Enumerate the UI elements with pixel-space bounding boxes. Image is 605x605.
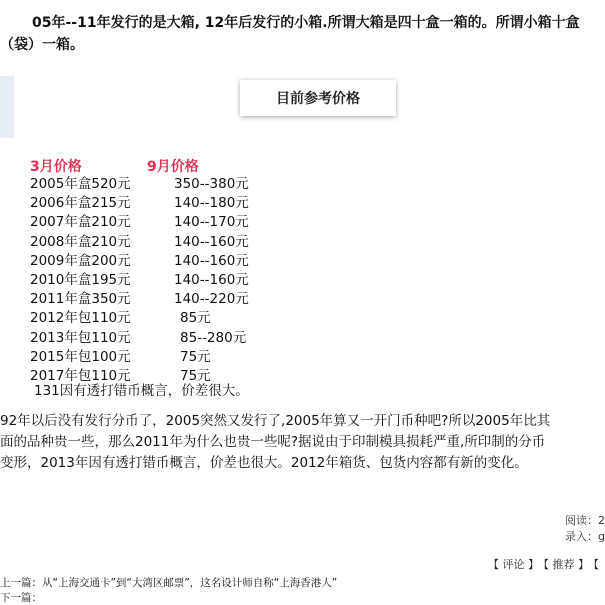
price-row	[0, 290, 600, 309]
price-row	[0, 194, 600, 213]
price-september: 350--380元	[174, 176, 249, 192]
more-action-button[interactable]: 【	[588, 558, 599, 571]
price-september: 140--160元	[174, 252, 249, 269]
price-september: 140--220元	[174, 291, 249, 308]
paragraph-line: 变形，2013年因有透打错币概言，价差也很大。2012年箱货、包货内容都有新的变化。	[0, 455, 528, 471]
price-march: 2005年盒520元	[30, 176, 131, 192]
read-count: 阅读：2	[565, 514, 605, 527]
price-september: 85--280元	[180, 329, 247, 346]
price-row	[0, 271, 600, 290]
price-march: 2009年盒200元	[30, 252, 131, 269]
price-september: 140--160元	[174, 271, 249, 288]
price-march: 2015年包100元	[30, 348, 131, 365]
comment-button[interactable]: 【 评论 】	[488, 558, 539, 571]
price-march: 2012年包110元	[30, 310, 131, 327]
price-row	[0, 348, 600, 367]
price-september: 140--180元	[174, 195, 249, 212]
price-row	[0, 252, 600, 271]
entry-author: 录入：g	[565, 530, 605, 543]
intro-line-1: 05年--11年发行的是大箱, 12年后发行的小箱.所谓大箱是四十盒一箱的。所谓小箱十盒	[32, 15, 580, 31]
price-september: 75元	[180, 367, 211, 384]
left-decor-band	[0, 76, 14, 138]
body-paragraph	[0, 411, 600, 474]
recommend-button[interactable]: 【 推荐 】	[538, 558, 589, 571]
price-list	[0, 175, 600, 386]
price-march: 2008年盒210元	[30, 233, 131, 250]
price-row	[0, 213, 600, 232]
price-row	[0, 329, 600, 348]
price-march: 2007年盒210元	[30, 214, 131, 231]
price-march: 2010年盒195元	[30, 271, 131, 288]
paragraph-line: 面的品种贵一些，那么2011年为什么也贵一些呢?据说由于印制模具损耗严重,所印制的分币	[0, 434, 546, 450]
price-row	[0, 233, 600, 252]
price-september: 85元	[180, 310, 211, 327]
price-row	[0, 309, 600, 328]
section-heading-text: 目前参考价格	[276, 91, 360, 107]
price-september: 140--170元	[174, 214, 249, 231]
next-article-link[interactable]: 下一篇：	[0, 592, 42, 604]
paragraph-line: 92年以后没有发行分币了，2005突然又发行了,2005年算又一开门币种吧?所以2005年比其	[0, 413, 551, 429]
price-march: 2013年包110元	[30, 329, 131, 346]
column-header-march: 3月价格	[30, 159, 82, 175]
price-march: 2006年盒215元	[30, 195, 131, 212]
section-heading	[240, 80, 396, 116]
price-march: 2017年包110元	[30, 367, 131, 384]
price-note: 131因有透打错币概言，价差很大。	[34, 383, 249, 399]
price-september: 140--160元	[174, 233, 249, 250]
prev-article-link[interactable]: 上一篇：从“上海交通卡”到“大湾区邮票”，这名设计师自称“上海香港人”	[0, 577, 338, 589]
price-row	[0, 175, 600, 194]
intro-line-2: （袋）一箱。	[0, 37, 84, 53]
price-september: 75元	[180, 348, 211, 365]
price-march: 2011年盒350元	[30, 291, 131, 308]
column-header-september: 9月价格	[147, 159, 199, 175]
